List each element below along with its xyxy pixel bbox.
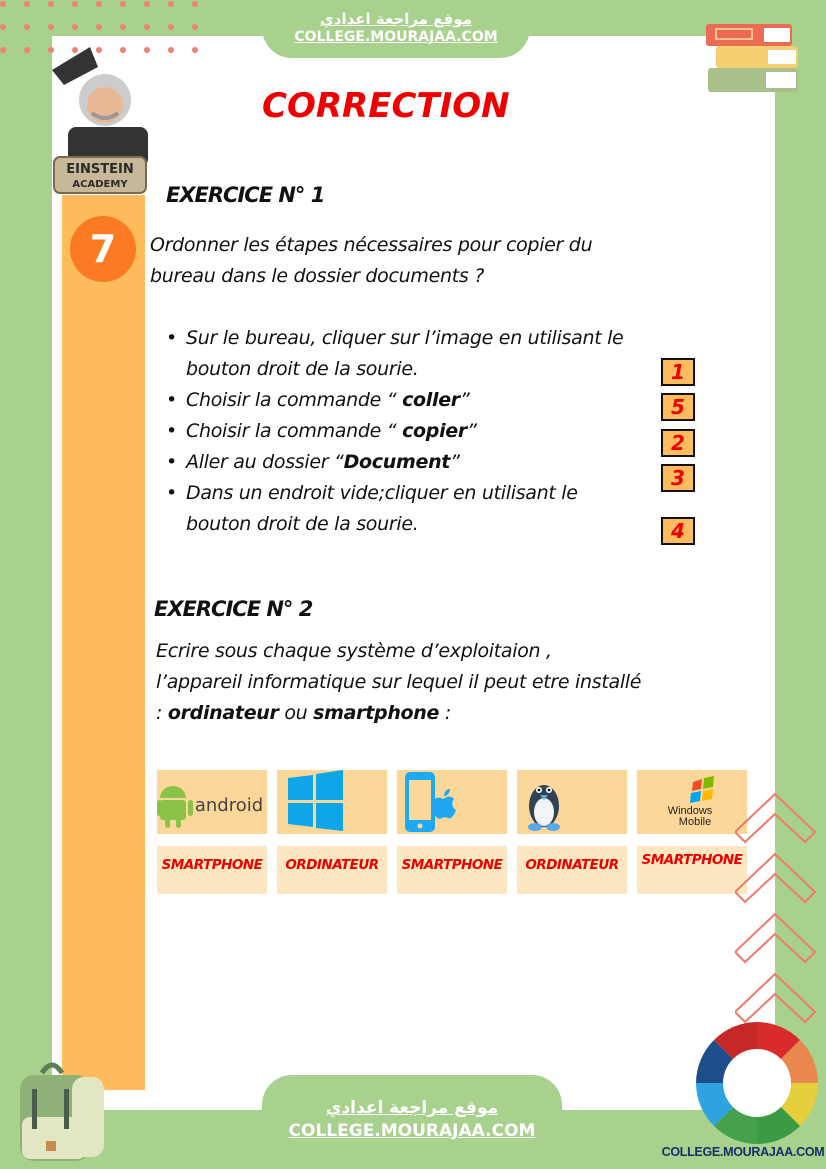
exercise2-instructions [156,636,756,729]
question-line: Ordonner les étapes nécessaires pour copier du [150,234,593,256]
exercise1-question [150,230,710,292]
footer-site-arabic: موقع مراجعة اعدادي [325,1098,499,1118]
answer-box: 3 [661,464,695,492]
instruction-line: Ecrire sous chaque système d’exploitaion , [156,640,552,662]
windows-mobile-icon [637,770,747,834]
question-line: bureau dans le dossier documents ? [150,265,485,287]
header-site-arabic: موقع مراجعة اعدادي [320,10,472,28]
exercise1-steps-list [166,323,706,540]
answer-text: SMARTPHONE [161,857,263,873]
list-item: • Sur le bureau, cliquer sur l’image en utilisant le bouton droit de la sourie. [166,323,706,385]
header-site-tab[interactable] [262,0,530,58]
answer-box: 1 [661,358,695,386]
android-icon [157,770,267,834]
windows-icon [277,770,387,834]
svg-text:EINSTEIN: EINSTEIN [66,162,134,177]
answer-text: SMARTPHONE [641,852,743,868]
lesson-number-badge: 7 [70,216,136,282]
os-cell-windows-mobile [637,770,747,834]
chevron-up-decoration-icon [735,792,825,852]
ios-phone-apple-icon [397,770,507,834]
logo-site-url[interactable]: COLLEGE.MOURAJAA.COM [661,1145,825,1159]
content-panel [52,36,775,1111]
answer-cell [397,846,507,894]
chevron-up-decoration-icon [735,912,825,972]
list-item: • Choisir la commande “ coller” [166,385,706,416]
answer-text: ORDINATEUR [285,857,379,873]
backpack-icon [12,1055,112,1165]
school-subjects-wheel-logo-icon [696,1022,818,1144]
answer-box: 2 [661,429,695,457]
linux-penguin-icon [517,770,627,834]
instruction-line: : ordinateur ou smartphone : [156,702,451,724]
answer-cell [277,846,387,894]
exercise2-title: EXERCICE N° 2 [154,597,313,621]
svg-text:ACADEMY: ACADEMY [72,179,128,190]
answer-cell [157,846,267,894]
answer-box: 4 [661,517,695,545]
svg-text:Windows: Windows [667,805,713,817]
os-cell-windows [277,770,387,834]
list-item: • Choisir la commande “ copier” [166,416,706,447]
side-accent-bar [62,195,145,1090]
answer-cell [517,846,627,894]
answer-text: ORDINATEUR [525,857,619,873]
answer-text: SMARTPHONE [401,857,503,873]
svg-text:android: android [194,795,264,816]
einstein-mascot-icon [50,45,150,195]
answer-cell [637,846,747,894]
os-cell-android [157,770,267,834]
header-site-url[interactable]: COLLEGE.MOURAJAA.COM [294,29,498,45]
instruction-line: l’appareil informatique sur lequel il peut etre installé [156,671,642,693]
os-cell-linux [517,770,627,834]
page-title: CORRECTION [262,86,510,126]
chevron-up-decoration-icon [735,852,825,912]
list-item: • Dans un endroit vide;cliquer en utilisant le bouton droit de la sourie. [166,478,706,540]
svg-text:Mobile: Mobile [678,816,712,828]
os-cell-ios [397,770,507,834]
footer-site-url[interactable]: COLLEGE.MOURAJAA.COM [288,1121,536,1141]
answer-box: 5 [661,393,695,421]
books-stack-icon [694,10,804,100]
exercise1-title: EXERCICE N° 1 [166,183,325,207]
footer-site-tab[interactable] [262,1075,562,1169]
list-item: • Aller au dossier “Document” [166,447,706,478]
